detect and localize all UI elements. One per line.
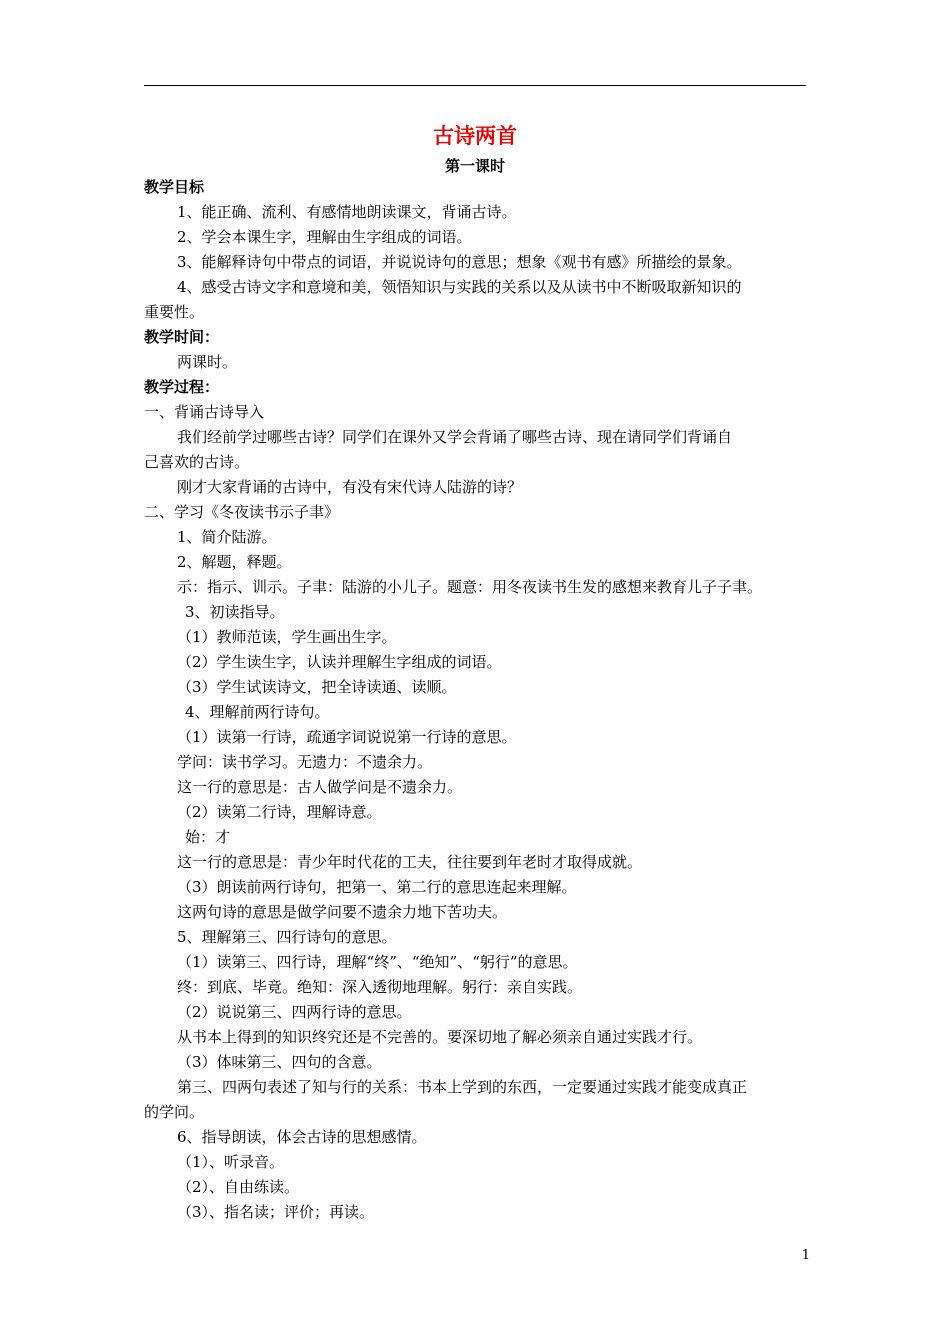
text-line: 这两句诗的意思是做学问要不遗余力地下苦功夫。 bbox=[177, 903, 508, 921]
text-line: （3）学生试读诗文，把全诗读通、读顺。 bbox=[177, 678, 457, 696]
text-line: 二、学习《冬夜读书示子聿》 bbox=[144, 503, 340, 521]
text-line: 学问：读书学习。无遗力：不遗余力。 bbox=[177, 753, 433, 771]
text-line: 始：才 bbox=[185, 828, 231, 846]
text-line: 4、理解前两行诗句。 bbox=[185, 703, 330, 721]
text-line: 终：到底、毕竟。绝知：深入透彻地理解。躬行：亲自实践。 bbox=[177, 978, 583, 996]
text-line: 的学问。 bbox=[144, 1103, 205, 1121]
text-line: 从书本上得到的知识终究还是不完善的。要深切地了解必须亲自通过实践才行。 bbox=[177, 1028, 703, 1046]
text-line: 4、感受古诗文字和意境和美，领悟知识与实践的关系以及从读书中不断吸取新知识的 bbox=[177, 278, 742, 296]
page-subtitle: 第一课时 bbox=[444, 157, 505, 175]
text-line: 2、学会本课生字，理解由生字组成的词语。 bbox=[177, 228, 472, 246]
text-line: 3、能解释诗句中带点的词语，并说说诗句的意思；想象《观书有感》所描绘的景象。 bbox=[177, 253, 742, 271]
text-line: 6、指导朗读，体会古诗的思想感情。 bbox=[177, 1128, 427, 1146]
text-line: 重要性。 bbox=[144, 303, 205, 321]
text-line: 5、理解第三、四行诗句的意思。 bbox=[177, 928, 397, 946]
text-line: （2）、自由练读。 bbox=[177, 1178, 300, 1196]
text-line: （1）、听录音。 bbox=[177, 1153, 285, 1171]
text-line: （3）朗读前两行诗句，把第一、第二行的意思连起来理解。 bbox=[177, 878, 577, 896]
section-heading: 教学时间： bbox=[144, 328, 220, 346]
text-line: 这一行的意思是：青少年时代花的工夫，往往要到年老时才取得成就。 bbox=[177, 853, 643, 871]
header-rule bbox=[144, 85, 806, 86]
text-line: （1）读第一行诗，疏通字词说说第一行诗的意思。 bbox=[177, 728, 517, 746]
text-line: 示：指示、训示。子聿：陆游的小儿子。题意：用冬夜读书生发的感想来教育儿子子聿。 bbox=[177, 578, 763, 596]
text-line: 3、初读指导。 bbox=[185, 603, 285, 621]
text-line: （1）教师范读，学生画出生字。 bbox=[177, 628, 397, 646]
text-line: 刚才大家背诵的古诗中，有没有宋代诗人陆游的诗？ bbox=[177, 478, 523, 496]
text-line: 2、解题，释题。 bbox=[177, 553, 292, 571]
page-title: 古诗两首 bbox=[433, 123, 517, 148]
text-line: （2）学生读生字，认读并理解生字组成的词语。 bbox=[177, 653, 502, 671]
text-line: 第三、四两句表述了知与行的关系：书本上学到的东西，一定要通过实践才能变成真正 bbox=[177, 1078, 748, 1096]
text-line: （2）说说第三、四两行诗的意思。 bbox=[177, 1003, 412, 1021]
page-number: 1 bbox=[801, 1248, 810, 1263]
text-line: （3）、指名读；评价；再读。 bbox=[177, 1203, 375, 1221]
text-line: 己喜欢的古诗。 bbox=[144, 453, 250, 471]
text-line: 一、背诵古诗导入 bbox=[144, 403, 265, 421]
text-line: （1）读第三、四行诗，理解“终”、“绝知”、“躬行”的意思。 bbox=[177, 953, 578, 971]
section-heading: 教学过程： bbox=[144, 378, 220, 396]
text-line: 我们经前学过哪些古诗？同学们在课外又学会背诵了哪些古诗、现在请同学们背诵自 bbox=[177, 428, 733, 446]
text-line: 这一行的意思是：古人做学问是不遗余力。 bbox=[177, 778, 463, 796]
text-line: （3）体味第三、四句的含意。 bbox=[177, 1053, 382, 1071]
text-line: 1、简介陆游。 bbox=[177, 528, 277, 546]
text-line: 1、能正确、流利、有感情地朗读课文，背诵古诗。 bbox=[177, 203, 517, 221]
text-line: （2）读第二行诗，理解诗意。 bbox=[177, 803, 382, 821]
section-heading: 教学目标 bbox=[144, 178, 205, 196]
text-line: 两课时。 bbox=[177, 353, 238, 371]
